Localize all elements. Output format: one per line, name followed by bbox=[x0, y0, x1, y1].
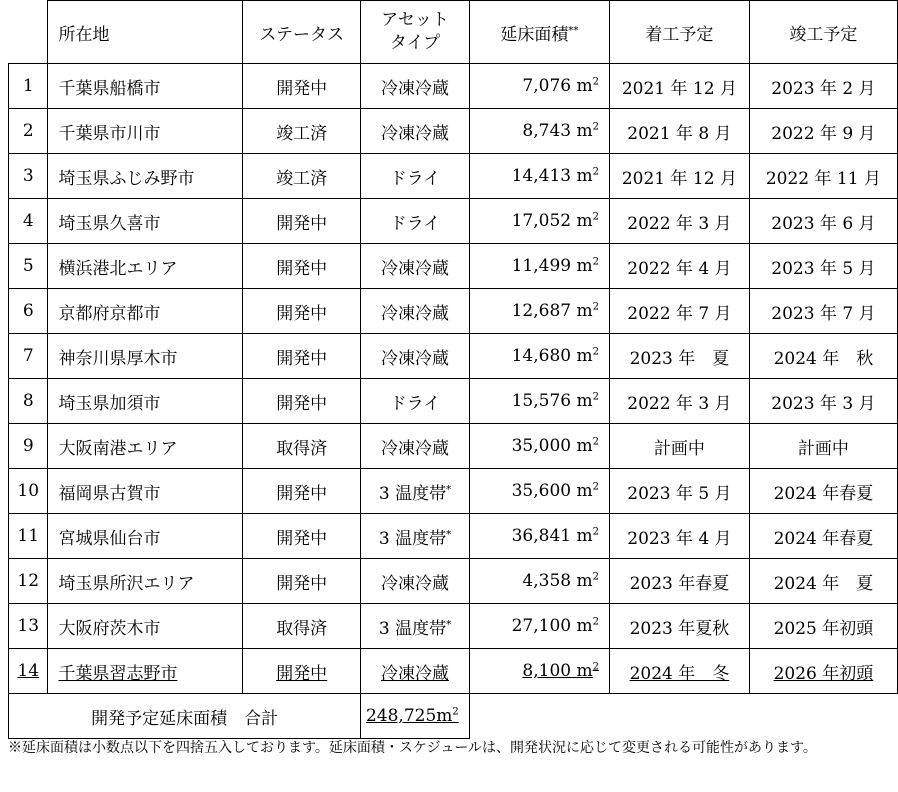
row-construction-start: 2021 年 8 月 bbox=[627, 123, 732, 144]
row-completion: 2026 年初頭 bbox=[773, 663, 874, 684]
row-status-cell bbox=[243, 334, 361, 379]
row-construction-start-cell bbox=[610, 514, 750, 559]
row-number-cell bbox=[9, 334, 48, 379]
row-location: 神奈川県厚木市 bbox=[58, 348, 178, 369]
row-status: 取得済 bbox=[276, 618, 328, 639]
row-floor-area-cell bbox=[469, 379, 609, 424]
row-floor-area-cell bbox=[469, 469, 609, 514]
row-location: 千葉県船橋市 bbox=[58, 78, 161, 99]
row-number-cell bbox=[9, 64, 48, 109]
area-unit-sup: 2 bbox=[592, 571, 599, 583]
row-completion: 2024 年春夏 bbox=[773, 483, 874, 504]
row-construction-start-cell bbox=[610, 604, 750, 649]
row-construction-start-cell bbox=[610, 199, 750, 244]
row-status: 開発中 bbox=[276, 663, 328, 684]
row-floor-area: 14,680 m bbox=[511, 346, 593, 366]
row-status-cell bbox=[243, 244, 361, 289]
area-unit-sup: 2 bbox=[592, 391, 599, 403]
row-asset-type-cell bbox=[361, 604, 470, 649]
total-value bbox=[361, 694, 470, 739]
row-construction-start: 2023 年 4 月 bbox=[627, 528, 732, 549]
table-row bbox=[9, 514, 898, 559]
row-completion: 計画中 bbox=[797, 438, 849, 459]
table-row bbox=[9, 244, 898, 289]
row-status: 開発中 bbox=[276, 573, 328, 594]
row-construction-start: 2023 年 夏 bbox=[629, 348, 730, 369]
row-location-cell bbox=[48, 469, 243, 514]
row-location-cell bbox=[48, 154, 243, 199]
row-asset-type: 3 温度帯 bbox=[378, 528, 447, 549]
area-unit-sup: 2 bbox=[592, 436, 599, 448]
row-number-cell bbox=[9, 649, 48, 694]
row-status-cell bbox=[243, 289, 361, 334]
row-status: 取得済 bbox=[276, 438, 328, 459]
row-asset-type: 冷凍冷蔵 bbox=[381, 573, 449, 594]
row-floor-area: 15,576 m bbox=[511, 391, 593, 411]
row-number: 13 bbox=[17, 616, 40, 636]
row-status: 開発中 bbox=[276, 348, 328, 369]
row-completion-cell bbox=[749, 154, 897, 199]
row-status-cell bbox=[243, 379, 361, 424]
row-completion: 2025 年初頭 bbox=[773, 618, 874, 639]
row-location: 宮城県仙台市 bbox=[58, 528, 161, 549]
row-floor-area-cell bbox=[469, 199, 609, 244]
row-construction-start-cell bbox=[610, 154, 750, 199]
header-floor-area bbox=[469, 1, 609, 64]
row-asset-type: ドライ bbox=[389, 168, 441, 189]
row-floor-area-cell bbox=[469, 109, 609, 154]
row-completion: 2022 年 9 月 bbox=[771, 123, 876, 144]
row-floor-area: 12,687 m bbox=[511, 301, 593, 321]
row-status: 竣工済 bbox=[276, 168, 328, 189]
row-asset-type-cell bbox=[361, 334, 470, 379]
row-completion-cell bbox=[749, 649, 897, 694]
asset-type-mark: * bbox=[446, 618, 452, 630]
row-number-cell bbox=[9, 244, 48, 289]
row-location-cell bbox=[48, 424, 243, 469]
row-location: 千葉県習志野市 bbox=[58, 663, 178, 684]
row-construction-start-cell bbox=[610, 334, 750, 379]
row-status: 竣工済 bbox=[276, 123, 328, 144]
row-construction-start-cell bbox=[610, 559, 750, 604]
row-number-cell bbox=[9, 514, 48, 559]
table-row bbox=[9, 649, 898, 694]
table-row bbox=[9, 199, 898, 244]
row-location-cell bbox=[48, 514, 243, 559]
row-completion: 2024 年 夏 bbox=[773, 573, 874, 594]
row-completion-cell bbox=[749, 289, 897, 334]
row-asset-type: 冷凍冷蔵 bbox=[381, 123, 449, 144]
row-construction-start-cell bbox=[610, 379, 750, 424]
row-number: 3 bbox=[22, 166, 34, 186]
total-label: 開発予定延床面積 合計 bbox=[9, 694, 361, 739]
row-status: 開発中 bbox=[276, 303, 328, 324]
row-status-cell bbox=[243, 154, 361, 199]
table-row bbox=[9, 109, 898, 154]
row-asset-type-cell bbox=[361, 649, 470, 694]
row-completion-cell bbox=[749, 424, 897, 469]
row-location: 千葉県市川市 bbox=[58, 123, 161, 144]
area-unit-sup: 2 bbox=[592, 481, 599, 493]
row-construction-start: 2023 年 5 月 bbox=[627, 483, 732, 504]
row-completion-cell bbox=[749, 199, 897, 244]
row-construction-start-cell bbox=[610, 109, 750, 154]
row-floor-area: 17,052 m bbox=[511, 211, 593, 231]
row-status-cell bbox=[243, 559, 361, 604]
row-status: 開発中 bbox=[276, 213, 328, 234]
row-construction-start: 2024 年 冬 bbox=[629, 663, 730, 684]
row-asset-type: ドライ bbox=[389, 393, 441, 414]
row-location-cell bbox=[48, 199, 243, 244]
row-floor-area-cell bbox=[469, 424, 609, 469]
row-status-cell bbox=[243, 199, 361, 244]
row-completion-cell bbox=[749, 379, 897, 424]
header-blank bbox=[9, 1, 48, 64]
row-completion: 2023 年 5 月 bbox=[771, 258, 876, 279]
row-completion-cell bbox=[749, 559, 897, 604]
table-row bbox=[9, 424, 898, 469]
area-unit-sup: 2 bbox=[592, 526, 599, 538]
row-floor-area: 14,413 m bbox=[511, 166, 593, 186]
row-location-cell bbox=[48, 379, 243, 424]
row-floor-area-cell bbox=[469, 559, 609, 604]
row-number-cell bbox=[9, 154, 48, 199]
row-asset-type: 冷凍冷蔵 bbox=[381, 258, 449, 279]
row-completion: 2023 年 2 月 bbox=[771, 78, 876, 99]
header-row bbox=[9, 1, 898, 64]
row-asset-type: 3 温度帯 bbox=[378, 483, 447, 504]
row-status-cell bbox=[243, 469, 361, 514]
total-unit-sup: 2 bbox=[452, 706, 459, 718]
table-row bbox=[9, 289, 898, 334]
row-location: 大阪南港エリア bbox=[58, 438, 178, 459]
row-number: 14 bbox=[17, 661, 40, 681]
row-asset-type-cell bbox=[361, 559, 470, 604]
row-location-cell bbox=[48, 559, 243, 604]
row-construction-start-cell bbox=[610, 469, 750, 514]
row-completion: 2022 年 11 月 bbox=[765, 168, 881, 189]
header-asset-type-line2: タイプ bbox=[389, 33, 441, 53]
row-asset-type-cell bbox=[361, 154, 470, 199]
row-number: 12 bbox=[17, 571, 40, 591]
row-floor-area-cell bbox=[469, 604, 609, 649]
row-location: 埼玉県ふじみ野市 bbox=[58, 168, 195, 189]
row-number: 7 bbox=[22, 346, 34, 366]
table-row bbox=[9, 469, 898, 514]
row-number: 11 bbox=[17, 526, 40, 546]
row-number-cell bbox=[9, 559, 48, 604]
row-number: 6 bbox=[22, 301, 34, 321]
row-number: 8 bbox=[22, 391, 34, 411]
row-number: 5 bbox=[22, 256, 34, 276]
row-construction-start: 2022 年 3 月 bbox=[627, 393, 732, 414]
row-status-cell bbox=[243, 64, 361, 109]
header-construction-start: 着工予定 bbox=[610, 1, 750, 64]
row-floor-area-cell bbox=[469, 514, 609, 559]
row-location-cell bbox=[48, 64, 243, 109]
row-floor-area-cell bbox=[469, 64, 609, 109]
row-number-cell bbox=[9, 289, 48, 334]
row-location: 横浜港北エリア bbox=[58, 258, 178, 279]
asset-type-mark: * bbox=[446, 528, 452, 540]
row-construction-start: 2023 年春夏 bbox=[629, 573, 730, 594]
row-asset-type: 冷凍冷蔵 bbox=[381, 438, 449, 459]
row-construction-start-cell bbox=[610, 244, 750, 289]
area-unit-sup: 2 bbox=[592, 661, 599, 673]
asset-type-mark: * bbox=[446, 483, 452, 495]
row-completion-cell bbox=[749, 64, 897, 109]
row-number-cell bbox=[9, 604, 48, 649]
header-completion: 竣工予定 bbox=[749, 1, 897, 64]
area-unit-sup: 2 bbox=[592, 616, 599, 628]
area-unit-sup: 2 bbox=[592, 301, 599, 313]
table-row bbox=[9, 154, 898, 199]
row-floor-area: 35,000 m bbox=[511, 436, 593, 456]
row-location-cell bbox=[48, 604, 243, 649]
row-floor-area: 35,600 m bbox=[511, 481, 593, 501]
row-location: 大阪府茨木市 bbox=[58, 618, 161, 639]
row-construction-start: 2021 年 12 月 bbox=[621, 168, 737, 189]
row-location: 埼玉県久喜市 bbox=[58, 213, 161, 234]
row-asset-type-cell bbox=[361, 64, 470, 109]
row-location: 京都府京都市 bbox=[58, 303, 161, 324]
row-status-cell bbox=[243, 109, 361, 154]
row-asset-type-cell bbox=[361, 244, 470, 289]
header-floor-area-label: 延床面積 bbox=[500, 24, 569, 45]
row-floor-area-cell bbox=[469, 334, 609, 379]
row-completion-cell bbox=[749, 604, 897, 649]
row-construction-start-cell bbox=[610, 424, 750, 469]
row-floor-area: 36,841 m bbox=[511, 526, 593, 546]
row-asset-type: 冷凍冷蔵 bbox=[381, 78, 449, 99]
header-location: 所在地 bbox=[48, 1, 243, 64]
table-row bbox=[9, 604, 898, 649]
row-location: 埼玉県所沢エリア bbox=[58, 573, 195, 594]
row-completion: 2024 年 秋 bbox=[773, 348, 874, 369]
row-construction-start: 2022 年 7 月 bbox=[627, 303, 732, 324]
row-completion: 2023 年 7 月 bbox=[771, 303, 876, 324]
row-asset-type-cell bbox=[361, 379, 470, 424]
row-construction-start: 計画中 bbox=[653, 438, 705, 459]
total-row bbox=[9, 694, 898, 739]
row-asset-type: 3 温度帯 bbox=[378, 618, 447, 639]
row-floor-area-cell bbox=[469, 244, 609, 289]
row-floor-area-cell bbox=[469, 289, 609, 334]
row-location-cell bbox=[48, 334, 243, 379]
row-number: 2 bbox=[22, 121, 34, 141]
row-floor-area-cell bbox=[469, 649, 609, 694]
row-status: 開発中 bbox=[276, 258, 328, 279]
row-status-cell bbox=[243, 514, 361, 559]
area-unit-sup: 2 bbox=[592, 166, 599, 178]
header-status: ステータス bbox=[243, 1, 361, 64]
header-floor-area-mark: ** bbox=[568, 24, 579, 36]
row-number-cell bbox=[9, 424, 48, 469]
row-completion: 2023 年 6 月 bbox=[771, 213, 876, 234]
row-asset-type: ドライ bbox=[389, 213, 441, 234]
area-unit-sup: 2 bbox=[592, 346, 599, 358]
row-status: 開発中 bbox=[276, 528, 328, 549]
table-row bbox=[9, 379, 898, 424]
row-asset-type-cell bbox=[361, 199, 470, 244]
row-completion-cell bbox=[749, 514, 897, 559]
row-asset-type: 冷凍冷蔵 bbox=[381, 348, 449, 369]
total-value-number: 248,725m bbox=[365, 706, 453, 726]
row-status-cell bbox=[243, 649, 361, 694]
area-unit-sup: 2 bbox=[592, 211, 599, 223]
row-number-cell bbox=[9, 199, 48, 244]
row-location: 福岡県古賀市 bbox=[58, 483, 161, 504]
row-construction-start-cell bbox=[610, 289, 750, 334]
total-empty bbox=[469, 694, 749, 739]
row-construction-start: 2022 年 3 月 bbox=[627, 213, 732, 234]
table-row bbox=[9, 559, 898, 604]
row-number: 4 bbox=[22, 211, 34, 231]
row-asset-type-cell bbox=[361, 514, 470, 559]
row-floor-area: 7,076 m bbox=[522, 76, 593, 96]
row-asset-type: 冷凍冷蔵 bbox=[381, 303, 449, 324]
row-floor-area: 27,100 m bbox=[511, 616, 593, 636]
row-construction-start: 2022 年 4 月 bbox=[627, 258, 732, 279]
row-location-cell bbox=[48, 244, 243, 289]
row-asset-type-cell bbox=[361, 424, 470, 469]
row-construction-start-cell bbox=[610, 649, 750, 694]
area-unit-sup: 2 bbox=[592, 256, 599, 268]
row-status-cell bbox=[243, 424, 361, 469]
header-asset-type bbox=[361, 1, 470, 64]
row-location: 埼玉県加須市 bbox=[58, 393, 161, 414]
row-status: 開発中 bbox=[276, 78, 328, 99]
row-number: 10 bbox=[17, 481, 40, 501]
row-status: 開発中 bbox=[276, 483, 328, 504]
row-number-cell bbox=[9, 379, 48, 424]
row-asset-type: 冷凍冷蔵 bbox=[381, 663, 449, 684]
row-asset-type-cell bbox=[361, 469, 470, 514]
row-construction-start-cell bbox=[610, 64, 750, 109]
row-number: 9 bbox=[22, 436, 34, 456]
row-floor-area-cell bbox=[469, 154, 609, 199]
row-completion: 2024 年春夏 bbox=[773, 528, 874, 549]
row-asset-type-cell bbox=[361, 109, 470, 154]
row-floor-area: 8,743 m bbox=[522, 121, 593, 141]
row-completion-cell bbox=[749, 334, 897, 379]
row-completion-cell bbox=[749, 244, 897, 289]
row-completion: 2023 年 3 月 bbox=[771, 393, 876, 414]
row-completion-cell bbox=[749, 109, 897, 154]
row-number-cell bbox=[9, 109, 48, 154]
row-location-cell bbox=[48, 649, 243, 694]
row-number: 1 bbox=[22, 76, 34, 96]
row-floor-area: 4,358 m bbox=[522, 571, 593, 591]
area-unit-sup: 2 bbox=[592, 76, 599, 88]
footnote: ※延床面積は小数点以下を四捨五入しております。延床面積・スケジュールは、開発状況に応じて変更される可能性があります。 bbox=[8, 740, 817, 756]
row-floor-area: 8,100 m bbox=[522, 661, 593, 681]
row-number-cell bbox=[9, 469, 48, 514]
row-status-cell bbox=[243, 604, 361, 649]
row-construction-start: 2023 年夏秋 bbox=[629, 618, 730, 639]
header-asset-type-line1: アセット bbox=[381, 10, 449, 30]
row-location-cell bbox=[48, 109, 243, 154]
row-location-cell bbox=[48, 289, 243, 334]
table-row bbox=[9, 334, 898, 379]
development-table bbox=[8, 0, 898, 739]
table-row bbox=[9, 64, 898, 109]
row-status: 開発中 bbox=[276, 393, 328, 414]
area-unit-sup: 2 bbox=[592, 121, 599, 133]
row-asset-type-cell bbox=[361, 289, 470, 334]
row-completion-cell bbox=[749, 469, 897, 514]
row-construction-start: 2021 年 12 月 bbox=[621, 78, 737, 99]
row-floor-area: 11,499 m bbox=[511, 256, 593, 276]
